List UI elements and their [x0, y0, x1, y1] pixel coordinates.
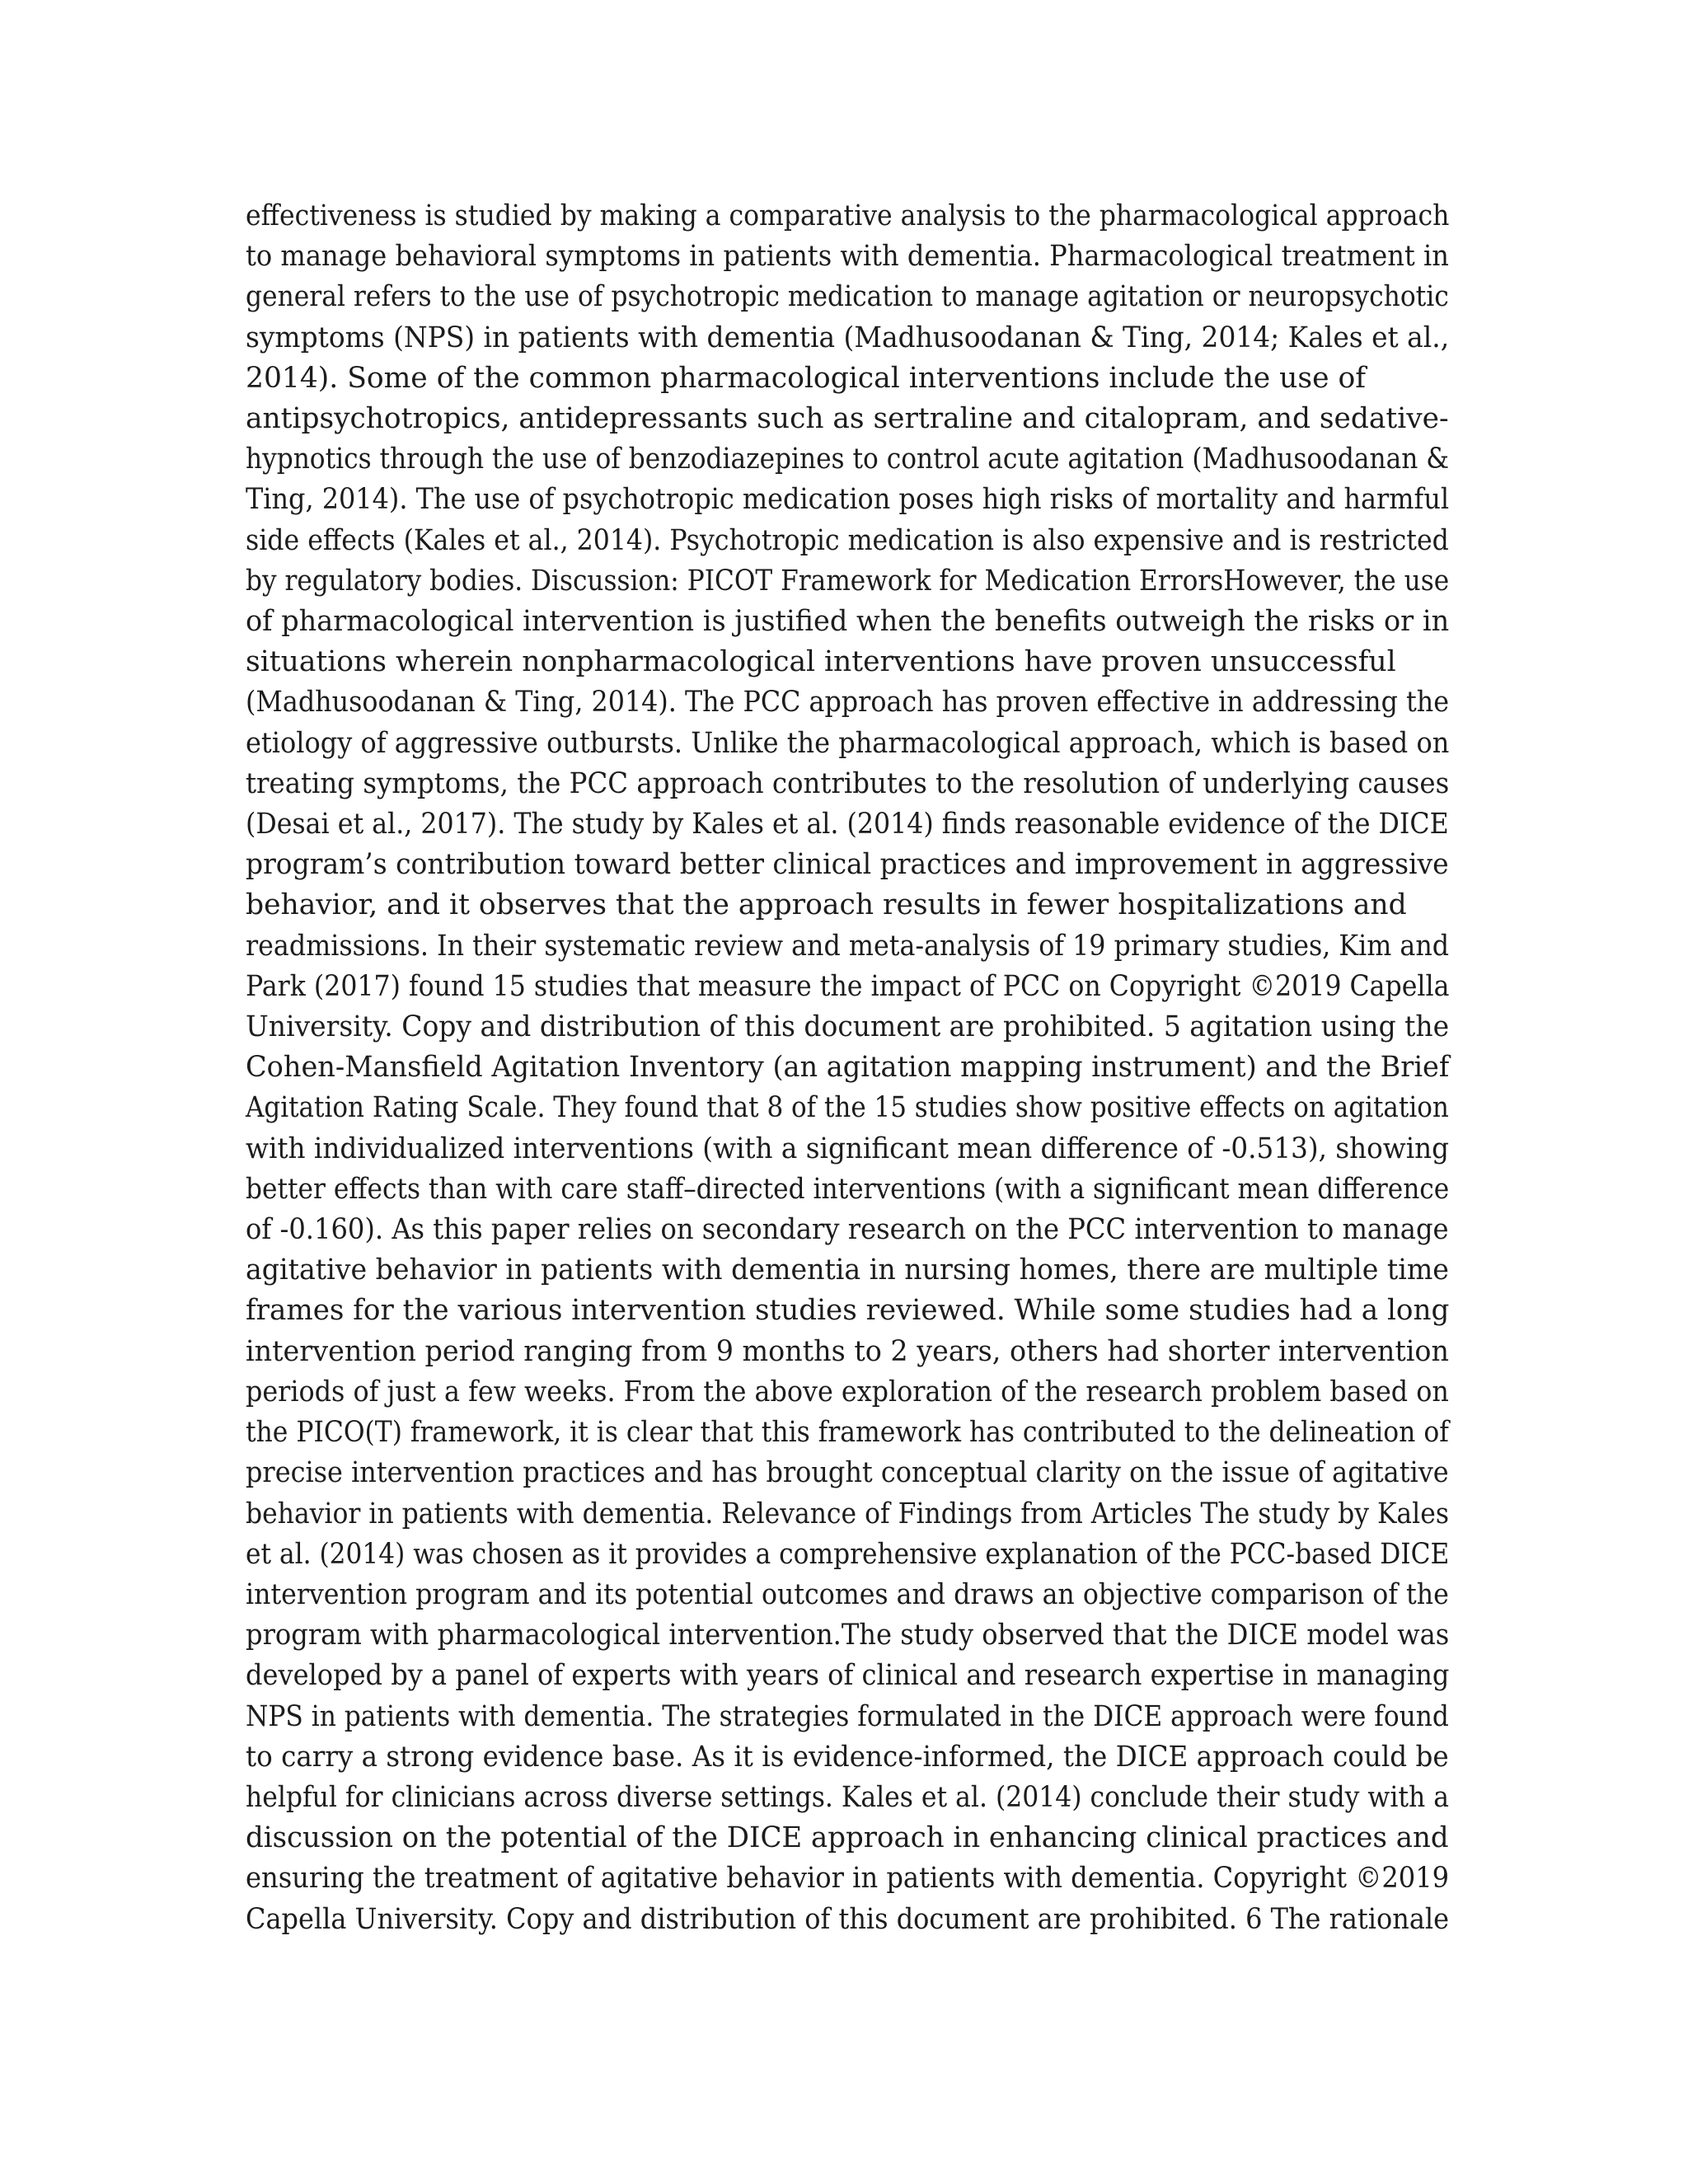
text-line: frames for the various intervention studies reviewed. While some studies had a long: [246, 1294, 1450, 1328]
text-line: Agitation Rating Scale. They found that 8 of the 15 studies show positive effects on agitation: [246, 1091, 1449, 1125]
text-line: behavior, and it observes that the approach results in fewer hospitalizations and: [246, 888, 1407, 922]
text-line: better effects than with care staff–directed interventions (with a significant mean difference: [246, 1172, 1450, 1206]
text-line: situations wherein nonpharmacological interventions have proven unsuccessful: [246, 645, 1396, 679]
text-line: to carry a strong evidence base. As it is evidence-informed, the DICE approach could be: [246, 1740, 1449, 1774]
text-line: precise intervention practices and has brought conceptual clarity on the issue of agitative: [246, 1456, 1449, 1490]
text-line: University. Copy and distribution of this document are prohibited. 5 agitation using the: [246, 1010, 1450, 1044]
text-line: discussion on the potential of the DICE approach in enhancing clinical practices and: [246, 1821, 1449, 1855]
body-text: [246, 196, 1449, 1940]
text-line: helpful for clinicians across diverse settings. Kales et al. (2014) conclude their study with a: [246, 1780, 1450, 1814]
text-line: ensuring the treatment of agitative behavior in patients with dementia. Copyright ©2019: [246, 1862, 1450, 1896]
text-line: intervention period ranging from 9 months to 2 years, others had shorter intervention: [246, 1334, 1450, 1368]
text-line: with individualized interventions (with a significant mean difference of -0.513), showing: [246, 1132, 1450, 1165]
text-line: program’s contribution toward better clinical practices and improvement in aggressive: [246, 848, 1449, 882]
text-line: (Desai et al., 2017). The study by Kales et al. (2014) finds reasonable evidence of the DICE: [246, 808, 1449, 841]
text-line: (Madhusoodanan & Ting, 2014). The PCC approach has proven effective in addressing the: [246, 686, 1450, 719]
text-line: 2014). Some of the common pharmacological interventions include the use of: [246, 361, 1367, 395]
text-line: intervention program and its potential outcomes and draws an objective comparison of the: [246, 1577, 1449, 1611]
text-line: Park (2017) found 15 studies that measure the impact of PCC on Copyright ©2019 Capella: [246, 969, 1450, 1003]
text-line: general refers to the use of psychotropic medication to manage agitation or neuropsychotic: [246, 280, 1449, 314]
text-line: to manage behavioral symptoms in patients with dementia. Pharmacological treatment in: [246, 240, 1449, 274]
text-line: side effects (Kales et al., 2014). Psychotropic medication is also expensive and is restricted: [246, 523, 1449, 557]
text-line: effectiveness is studied by making a comparative analysis to the pharmacological approach: [246, 199, 1450, 232]
text-line: Cohen-Mansfield Agitation Inventory (an agitation mapping instrument) and the Brief: [246, 1051, 1450, 1085]
text-line: etiology of aggressive outbursts. Unlike the pharmacological approach, which is based on: [246, 726, 1450, 760]
text-line: developed by a panel of experts with years of clinical and research expertise in managing: [246, 1659, 1450, 1693]
text-line: treating symptoms, the PCC approach contributes to the resolution of underlying causes: [246, 766, 1450, 800]
text-line: Capella University. Copy and distribution of this document are prohibited. 6 The rationale: [246, 1902, 1450, 1936]
text-line: antipsychotropics, antidepressants such as sertraline and citalopram, and sedative-: [246, 402, 1449, 436]
text-line: et al. (2014) was chosen as it provides a comprehensive explanation of the PCC-based DICE: [246, 1537, 1450, 1571]
text-line: by regulatory bodies. Discussion: PICOT Framework for Medication ErrorsHowever, the use: [246, 564, 1450, 598]
text-line: Ting, 2014). The use of psychotropic medication poses high risks of mortality and harmful: [246, 483, 1450, 517]
text-line: hypnotics through the use of benzodiazepines to control acute agitation (Madhusoodanan &: [246, 443, 1450, 476]
text-line: program with pharmacological intervention.The study observed that the DICE model was: [246, 1619, 1450, 1652]
text-line: periods of just a few weeks. From the above exploration of the research problem based on: [246, 1375, 1449, 1408]
text-line: of pharmacological intervention is justified when the benefits outweigh the risks or in: [246, 605, 1450, 639]
text-line: agitative behavior in patients with dementia in nursing homes, there are multiple time: [246, 1254, 1449, 1287]
text-line: symptoms (NPS) in patients with dementia (Madhusoodanan & Ting, 2014; Kales et al.,: [246, 321, 1450, 354]
text-line: behavior in patients with dementia. Relevance of Findings from Articles The study by Kales: [246, 1497, 1449, 1530]
text-line: readmissions. In their systematic review and meta-analysis of 19 primary studies, Kim and: [246, 929, 1450, 963]
text-line: of -0.160). As this paper relies on secondary research on the PCC intervention to manage: [246, 1213, 1449, 1247]
text-line: NPS in patients with dementia. The strategies formulated in the DICE approach were found: [246, 1699, 1449, 1733]
text-line: the PICO(T) framework, it is clear that this framework has contributed to the delineation of: [246, 1416, 1449, 1450]
